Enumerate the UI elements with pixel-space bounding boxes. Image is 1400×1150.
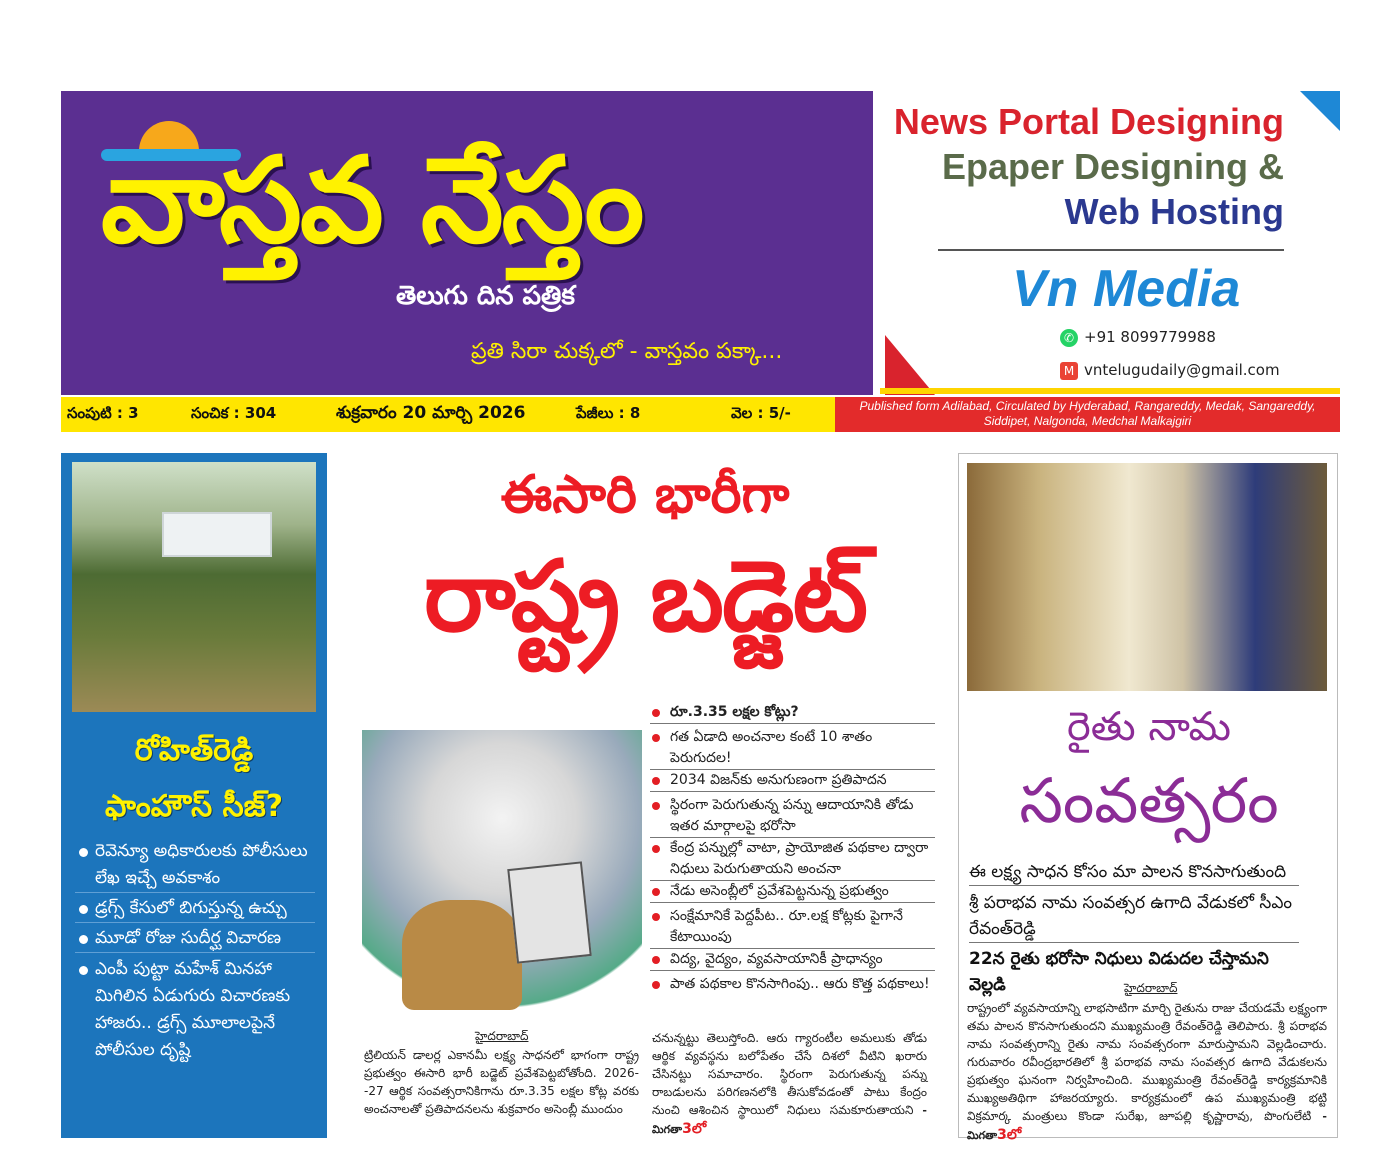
lead-headline[interactable]: రాష్ట్ర బడ్జెట్: [423, 540, 867, 654]
tagline: ప్రతి సిరా చుక్కలో - వాస్తవం పక్కా...: [471, 339, 783, 364]
newspaper-title: వాస్తవ నేస్తం: [101, 131, 643, 269]
continued-label: - మిగతా: [652, 1104, 927, 1136]
right-headline: సంవత్సరం: [1019, 764, 1279, 837]
lead-kicker: ఈసారి భారీగా: [500, 465, 790, 525]
list-item: విద్య, వైద్యం, వ్యవసాయానికీ ప్రాధాన్యం: [650, 949, 935, 971]
list-item: పాత పథకాల కొనసాగింపు.. ఆరు కొత్త పథకాలు!: [650, 974, 935, 995]
subheading: శ్రీ పరాభవ నామ సంవత్సర ఉగాది వేడుకలో సీఎం రేవంత్‌రెడ్డి: [969, 890, 1299, 943]
list-item: డ్రగ్స్ కేసులో బిగుస్తున్న ఉచ్చు: [75, 895, 315, 923]
continued-label: - మిగతా: [967, 1110, 1327, 1142]
headline-line-2: ఫాంహౌస్ సీజ్?: [104, 789, 284, 824]
list-item: కేంద్ర పన్నుల్లో వాటా, ప్రాయోజిత పథకాల ద్వారా నిధులు పెరుగుతాయని అంచనా: [650, 838, 935, 881]
list-item: 2034 విజన్‌కు అనుగుణంగా ప్రతిపాదన: [650, 770, 935, 792]
list-item: సంక్షేమానికే పెద్దపీట.. రూ.లక్ష కోట్లకు పైగానే కేటాయింపు: [650, 906, 935, 949]
right-column-story[interactable]: [958, 453, 1338, 1143]
list-item: ఎంపీ పుట్టా మహేశ్ మినహా మిగిలిన ఏడుగురు విచారణకు హాజరు.. డ్రగ్స్ మూలాలపైనే పోలీసుల దృష్టి: [75, 956, 315, 1064]
left-column-story[interactable]: [61, 453, 327, 1138]
list-item: మూడో రోజు సుదీర్ఘ విచారణ: [75, 925, 315, 953]
lead-body-col-1: ట్రిలియన్ డాలర్ల ఎకానమీ లక్ష్య సాధనలో భాగంగా రాష్ట్ర ప్రభుత్వం ఈసారి భారీ బడ్జెట్ ప్రవేశపెట్టబోతోంది. 2026--27 ఆర్థిక సంవత్సరానికిగాను రూ.3.35 లక్షల కోట్ల వరకు అంచనాలతో ప్రతిపాదనలను శుక్రవారం అసెంబ్లీ ముందుం: [364, 1048, 639, 1116]
continued-page: 3లో: [997, 1127, 1022, 1143]
lead-body-col-2: [652, 1029, 927, 1139]
corner-decoration: [1300, 91, 1340, 131]
corner-decoration: [885, 335, 935, 395]
right-body: [967, 999, 1327, 1145]
ad-line-3: Web Hosting: [1064, 191, 1284, 232]
email-text: vntelugudaily@gmail.com: [1084, 361, 1280, 379]
list-item: రెవెన్యూ అధికారులకు పోలీసులు లేఖ ఇచ్చే అవకాశం: [75, 838, 315, 893]
phone-text: +91 8099779988: [1084, 328, 1216, 346]
newspaper-subtitle: తెలుగు దిన పత్రిక: [396, 281, 575, 311]
ad-phone: [1060, 328, 1216, 347]
pages: పేజీలు : 8: [576, 403, 641, 422]
house-shape: [162, 512, 272, 557]
advertisement: [880, 91, 1340, 395]
whatsapp-icon: ✆: [1060, 329, 1078, 347]
price: వెల : 5/-: [731, 403, 791, 422]
calculator-icon: [507, 861, 592, 963]
dateline: హైదరాబాద్: [1124, 981, 1178, 995]
issue: సంచిక : 304: [191, 403, 277, 422]
money-bag-icon: [402, 900, 522, 1010]
right-kicker: రైతు నామ: [1066, 704, 1232, 750]
cm-event-photo: [967, 463, 1327, 691]
body-text: రాష్ట్రంలో వ్యవసాయాన్ని లాభసాటిగా మార్చి రైతును రాజు చేయడమే లక్ష్యంగా తమ పాలన కొనసాగుతుందని ముఖ్యమంత్రి రేవంత్‌రెడ్డి తెలిపారు. శ్రీ పరాభవ నామ సంవత్సరాన్ని రైతు నామ సంవత్సరంగా మారుస్తామని వెల్లడించారు. గురువారం రవీంద్రభారతిలో శ్రీ పరాభవ నామ సంవత్సర ఉగాది వేడుకలను ప్రభుత్వం ఘనంగా నిర్వహించింది. ముఖ్యమంత్రి రేవంత్‌రెడ్డి కార్యక్రమానికి ముఖ్యఅతిథిగా హాజరయ్యారు. కార్యక్రమంలో ఉప ముఖ్యమంత్రి భట్టి విక్రమార్క మంత్రులు కొండా సురేఖ, జూపల్లి కృష్ణారావు, పొంగులేటి: [967, 1001, 1327, 1123]
date: శుక్రవారం 20 మార్చి 2026: [336, 402, 526, 423]
subheading: ఈ లక్ష్య సాధన కోసం మా పాలన కొనసాగుతుంది: [969, 859, 1299, 886]
left-headline: [61, 723, 327, 835]
ad-brand: Vn Media: [1012, 260, 1241, 318]
list-item: నేడు అసెంబ్లీలో ప్రవేశపెట్టనున్న ప్రభుత్వం: [650, 881, 935, 903]
dateline: హైదరాబాద్: [475, 1029, 529, 1043]
list-item: గత ఏడాది అంచనాల కంటే 10 శాతం పెరుగుదల!: [650, 727, 935, 770]
info-strip: [61, 397, 835, 432]
continued-page: 3లో: [682, 1121, 707, 1137]
publication-note: Published form Adilabad, Circulated by Hyderabad, Rangareddy, Medak, Sangareddy, Siddipet, Nalgonda, Medchal Malkajgiri: [835, 397, 1340, 432]
farmhouse-photo: [72, 462, 316, 712]
headline-line-1: రోహిత్‌రెడ్డి: [134, 733, 254, 768]
body-text: చనున్నట్టు తెలుస్తోంది. ఆరు గ్యారంటీల అమలుకు తోడు ఆర్థిక వ్యవస్థను బలోపేతం చేసే దిశలో వీటిని ఖరారు చేసినట్టు సమాచారం. స్థిరంగా పెరుగుతున్న పన్ను రాబడులను పరిగణనలోకి తీసుకోవడంతో పాటు కేంద్రం నుంచి ఆశించిన స్థాయిలో నిధులు సమకూరుతాయని: [652, 1031, 927, 1117]
list-item: రూ.3.35 లక్షల కోట్లు?: [650, 702, 935, 724]
ad-line-2: Epaper Designing &: [941, 146, 1284, 187]
ad-email: [1060, 361, 1280, 380]
budget-illustration: [362, 730, 642, 1025]
gmail-icon: M: [1060, 362, 1078, 380]
ad-underline: [880, 388, 1340, 394]
list-item: స్థిరంగా పెరుగుతున్న పన్ను ఆదాయానికి తోడు ఇతర మార్గాలపై భరోసా: [650, 795, 935, 838]
volume: సంపుటి : 3: [67, 403, 139, 422]
ad-line-1: News Portal Designing: [893, 101, 1284, 142]
masthead: [61, 91, 873, 395]
subheading: 22న రైతు భరోసా నిధులు విడుదల చేస్తామని వెల్లడి: [969, 949, 1269, 995]
divider: [938, 249, 1284, 251]
